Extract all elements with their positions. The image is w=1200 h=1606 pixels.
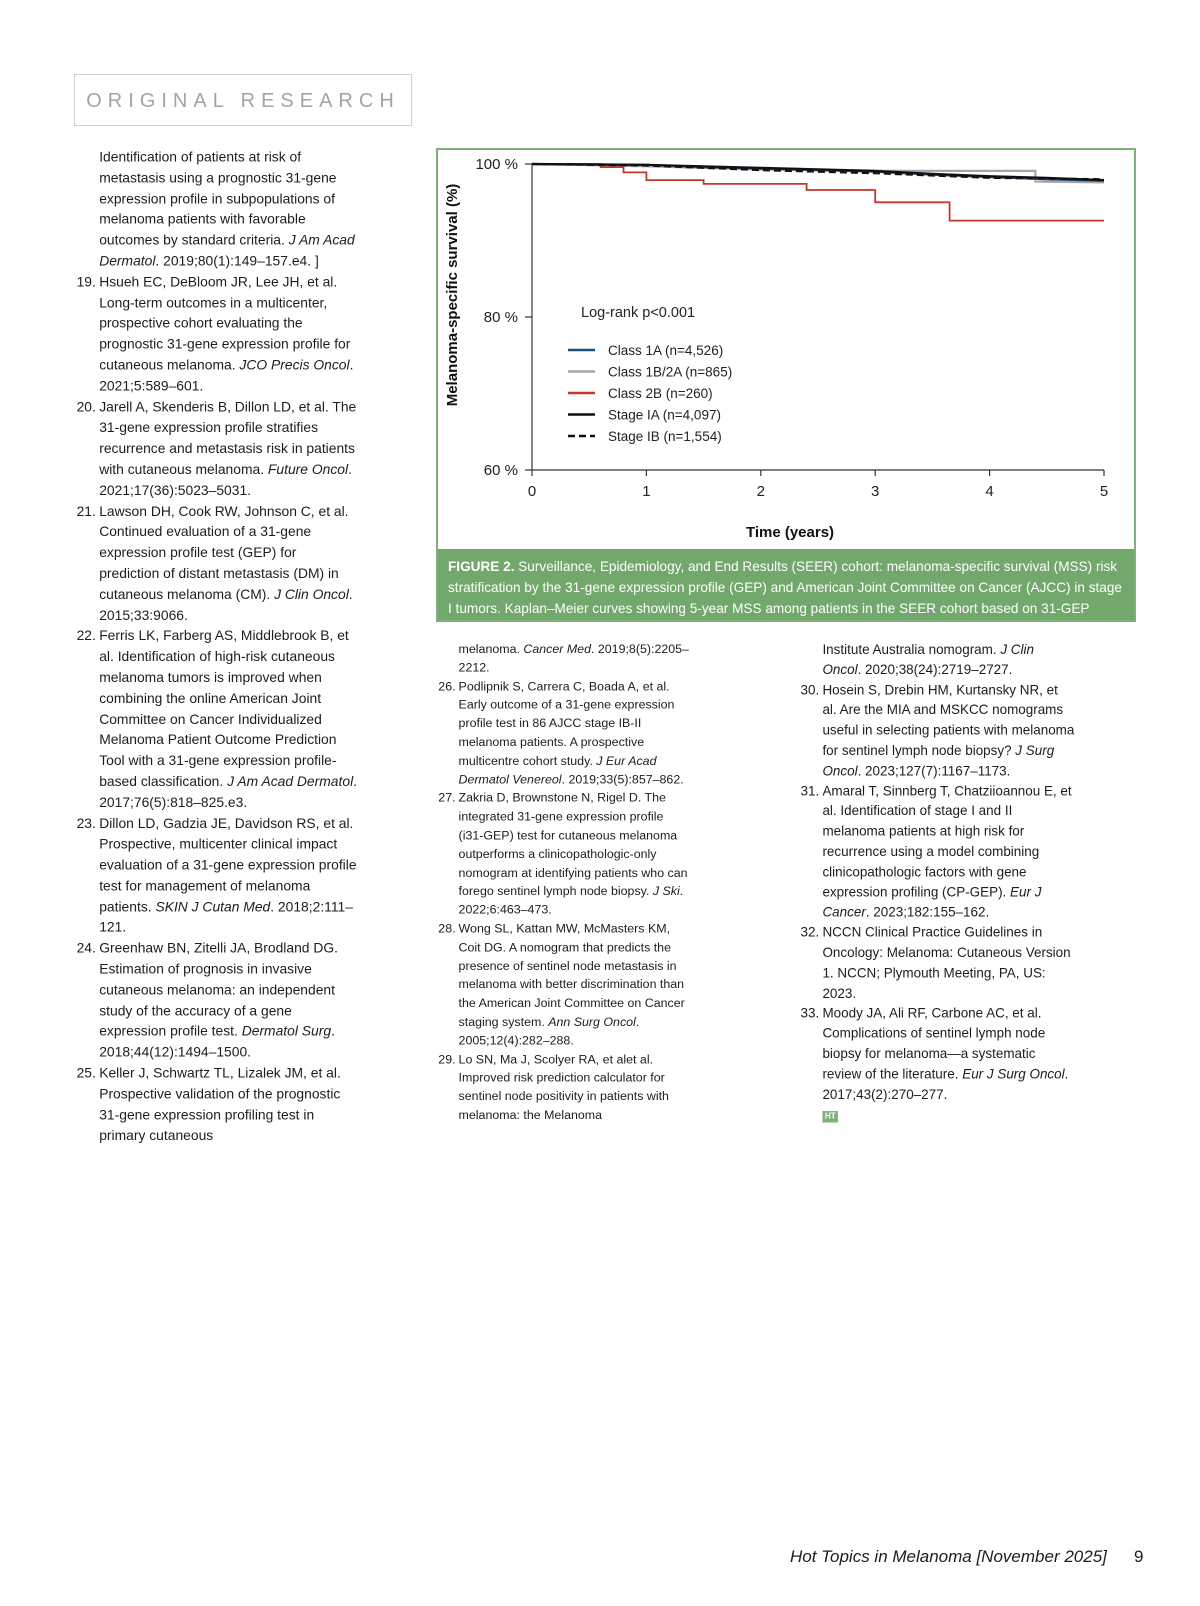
reference-body: Institute Australia nomogram. xyxy=(822,642,1001,658)
reference-item xyxy=(74,147,360,272)
reference-number: 21. xyxy=(76,503,96,519)
reference-body: Moody JA, Ali RF, Carbone AC, et al. Complications of sentinel lymph node biopsy for melanoma—a systematic review of the literature. xyxy=(822,1006,1046,1082)
legend-label: Class 1B/2A (n=865) xyxy=(608,364,733,380)
reference-number: 20. xyxy=(76,399,96,415)
reference-body: NCCN Clinical Practice Guidelines in Oncology: Melanoma: Cutaneous Version 1. NCCN; Plymouth Meeting, PA, US: 2023. xyxy=(822,925,1071,1001)
reference-citation: . 2023;127(7):1167–1173. xyxy=(857,763,1011,779)
reference-item xyxy=(74,626,360,813)
reference-text xyxy=(99,147,359,272)
reference-body: Lawson DH, Cook RW, Johnson C, et al. Continued evaluation of a 31-gene expression profile test (GEP) for prediction of distant metastasis (DM) in cutaneous melanoma (CM). xyxy=(99,503,349,603)
footer-journal-title: Hot Topics in Melanoma [November 2025] xyxy=(790,1547,1107,1566)
reference-item xyxy=(74,939,360,1064)
x-tick-label: 4 xyxy=(985,483,994,500)
reference-item xyxy=(798,781,1075,922)
reference-number: 28. xyxy=(438,921,456,936)
reference-text xyxy=(459,789,692,920)
reference-citation: . 2018;2:111–121. xyxy=(99,899,353,936)
reference-item xyxy=(436,677,692,789)
reference-body: melanoma. xyxy=(458,642,524,656)
x-tick-label: 2 xyxy=(756,483,765,500)
reference-item xyxy=(74,272,360,397)
reference-body: Keller J, Schwartz TL, Lizalek JM, et al. Prospective validation of the prognostic 31-gene expression profiling test in primary cutaneous xyxy=(99,1066,341,1144)
reference-body: Wong SL, Kattan MW, McMasters KM, Coit DG. A nomogram that predicts the presence of sentinel node metastasis in melanoma with better discrimination than the American Joint Committee on Cancer staging system. xyxy=(458,921,685,1029)
reference-text xyxy=(99,501,359,626)
reference-journal: J Surg Oncol xyxy=(822,743,1055,779)
reference-item xyxy=(798,1004,1075,1105)
reference-number: 29. xyxy=(438,1052,456,1067)
reference-journal: SKIN J Cutan Med xyxy=(155,899,271,915)
y-axis-title: Melanoma-specific survival (%) xyxy=(444,183,461,407)
reference-text xyxy=(99,939,359,1064)
reference-citation: . 2015;33:9066. xyxy=(99,586,353,623)
km-survival-chart xyxy=(438,150,1134,550)
reference-body: Lo SN, Ma J, Scolyer RA, et alet al. Improved risk prediction calculator for sentinel node positivity in patients with melanoma: the Melanoma xyxy=(458,1052,669,1122)
reference-text xyxy=(822,680,1075,781)
reference-item xyxy=(436,640,692,677)
reference-journal: Eur J Cancer xyxy=(822,884,1042,920)
section-label: ORIGINAL RESEARCH xyxy=(86,90,400,112)
reference-citation: . 2018;44(12):1494–1500. xyxy=(99,1024,335,1061)
reference-citation: . 2017;76(5):818–825.e3. xyxy=(99,774,358,811)
reference-journal: J Ski xyxy=(652,884,680,899)
reference-journal: Future Oncol xyxy=(267,461,349,478)
reference-body: Hosein S, Drebin HM, Kurtansky NR, et al. Are the MIA and MSKCC nomograms useful in selecting patients with melanoma for sentinel lymph node biopsy? xyxy=(822,682,1075,759)
reference-body: Zakria D, Brownstone N, Rigel D. The integrated 31-gene expression profile (i31-GEP) test for cutaneous melanoma outperforms a clinicopathologic-only nomogram at identifying patients who can forego sentinel lymph node biopsy. xyxy=(458,791,688,899)
reference-journal: J Am Acad Dermatol xyxy=(227,774,354,790)
legend-label: Class 2B (n=260) xyxy=(608,386,713,401)
page-number: 9 xyxy=(1134,1547,1144,1566)
reference-item xyxy=(436,789,692,920)
reference-journal: J Am Acad Dermatol xyxy=(99,232,355,269)
reference-number: 27. xyxy=(438,791,456,805)
reference-number: 33. xyxy=(800,1006,820,1021)
reference-item xyxy=(436,1050,692,1125)
reference-citation: . 2021;17(36):5023–5031. xyxy=(99,461,352,498)
reference-journal: Dermatol Surg xyxy=(241,1024,332,1040)
logrank-annotation: Log-rank p<0.001 xyxy=(581,305,696,321)
references-column-2 xyxy=(436,640,692,1125)
figure-2 xyxy=(436,148,1136,637)
reference-citation: . 2019;80(1):149–157.e4. ] xyxy=(155,253,319,269)
legend-label: Class 1A (n=4,526) xyxy=(608,343,724,358)
reference-number: 23. xyxy=(76,816,96,832)
figure-caption-label: FIGURE 2. xyxy=(448,559,515,574)
reference-item xyxy=(74,814,360,939)
reference-number: 22. xyxy=(76,628,96,644)
reference-journal: J Clin Oncol xyxy=(822,642,1034,678)
reference-body: Identification of patients at risk of metastasis using a prognostic 31-gene expression profile in subpopulations of melanoma patients with favorable outcomes by standard criteria. xyxy=(99,149,337,248)
reference-body: Ferris LK, Farberg AS, Middlebrook B, et al. Identification of high-risk cutaneous melanoma tumors is improved when combining the online American Joint Committee on Cancer Individualized Melanoma Patient Outcome Prediction Tool with a 31-gene expression profile-based classification. xyxy=(99,628,349,790)
reference-body: Dillon LD, Gadzia JE, Davidson RS, et al. Prospective, multicenter clinical impact evaluation of a 31-gene expression profile test for management of melanoma patients. xyxy=(99,816,357,915)
reference-item xyxy=(74,501,360,626)
reference-item xyxy=(798,640,1075,680)
reference-number: 30. xyxy=(800,682,820,698)
reference-citation: . 2019;33(5):857–862. xyxy=(561,772,684,787)
x-tick-label: 5 xyxy=(1099,483,1109,500)
end-of-article-badge-row xyxy=(798,1105,1075,1125)
references-column-3 xyxy=(798,640,1075,1125)
reference-citation: . 2022;6:463–473. xyxy=(458,884,684,917)
reference-number: 32. xyxy=(800,925,820,941)
references-column-1 xyxy=(74,147,360,1147)
reference-item xyxy=(74,397,360,501)
reference-citation: . 2020;38(24):2719–2727. xyxy=(857,662,1013,678)
reference-citation: . 2005;12(4):282–288. xyxy=(458,1015,640,1048)
reference-number: 19. xyxy=(76,274,96,290)
reference-text xyxy=(99,1063,359,1146)
reference-number: 26. xyxy=(438,679,456,694)
reference-number: 31. xyxy=(800,783,820,799)
y-tick-label: 60 % xyxy=(483,462,518,479)
reference-text xyxy=(459,1050,692,1125)
reference-text xyxy=(99,814,359,939)
figure-caption xyxy=(438,549,1134,637)
legend-label: Stage IB (n=1,554) xyxy=(608,429,722,444)
y-tick-label: 100 % xyxy=(475,156,518,173)
reference-item xyxy=(74,1063,360,1146)
reference-body: Jarell A, Skenderis B, Dillon LD, et al. The 31-gene expression profile stratifies recurrence and metastasis risk in patients with cutaneous melanoma. xyxy=(99,399,357,478)
x-tick-label: 3 xyxy=(871,483,880,500)
reference-number: 25. xyxy=(76,1066,96,1082)
x-axis-title: Time (years) xyxy=(745,524,835,541)
reference-item xyxy=(436,920,692,1051)
reference-text xyxy=(459,677,692,789)
reference-item xyxy=(798,923,1075,1004)
reference-citation: . 2017;43(2):270–277. xyxy=(822,1066,1069,1102)
reference-citation: . 2023;182:155–162. xyxy=(865,905,990,920)
y-tick-label: 80 % xyxy=(483,309,518,326)
reference-journal: Eur J Surg Oncol xyxy=(962,1066,1065,1082)
reference-journal: Cancer Med xyxy=(523,642,591,656)
reference-text xyxy=(99,272,359,397)
reference-text xyxy=(822,1004,1075,1105)
section-header-box xyxy=(74,74,412,126)
reference-number: 24. xyxy=(76,941,96,957)
reference-journal: Ann Surg Oncol xyxy=(548,1015,636,1029)
reference-citation: . 2019;8(5):2205–2212. xyxy=(458,642,689,675)
reference-text xyxy=(459,640,692,677)
reference-text xyxy=(822,923,1075,1004)
x-tick-label: 1 xyxy=(642,483,651,500)
reference-text xyxy=(99,626,359,813)
legend-label: Stage IA (n=4,097) xyxy=(608,407,721,423)
reference-citation: . 2021;5:589–601. xyxy=(99,357,354,394)
reference-text xyxy=(99,397,359,501)
reference-journal: J Eur Acad Dermatol Venereol xyxy=(458,754,657,787)
reference-body: Amaral T, Sinnberg T, Chatziioannou E, et al. Identification of stage I and II melanoma patients at high risk for recurrence using a model combining clinicopathologic factors with gene expression profiling (CP-GEP). xyxy=(822,783,1072,900)
x-tick-label: 0 xyxy=(527,483,537,500)
reference-journal: J Clin Oncol xyxy=(274,586,349,603)
reference-body: Hsueh EC, DeBloom JR, Lee JH, et al. Long-term outcomes in a multicenter, prospective cohort evaluating the prognostic 31-gene expression profile for cutaneous melanoma. xyxy=(99,274,351,373)
reference-body: Podlipnik S, Carrera C, Boada A, et al. Early outcome of a 31-gene expression profile test in 86 AJCC stage IB-II melanoma patients. A prospective multicentre cohort study. xyxy=(458,679,675,768)
reference-text xyxy=(822,781,1075,922)
reference-text xyxy=(459,920,692,1051)
figure-caption-text: Surveillance, Epidemiology, and End Results (SEER) cohort: melanoma-specific survival (MSS) risk stratification by the 31-gene expression profile (GEP) and American Joint Committee on Cancer (AJCC) in stage I tumors. Kaplan–Meier curves showing 5-year MSS among patients in the SEER cohort based on 31-GEP result and AJCC stage. xyxy=(448,559,1122,637)
ht-logo-badge: HT xyxy=(822,1111,838,1122)
reference-item xyxy=(798,680,1075,781)
reference-text xyxy=(822,640,1075,680)
reference-body: Greenhaw BN, Zitelli JA, Brodland DG. Estimation of prognosis in invasive cutaneous melanoma: an independent study of the accuracy of a gene expression profile test. xyxy=(99,941,338,1040)
reference-journal: JCO Precis Oncol xyxy=(239,357,350,373)
